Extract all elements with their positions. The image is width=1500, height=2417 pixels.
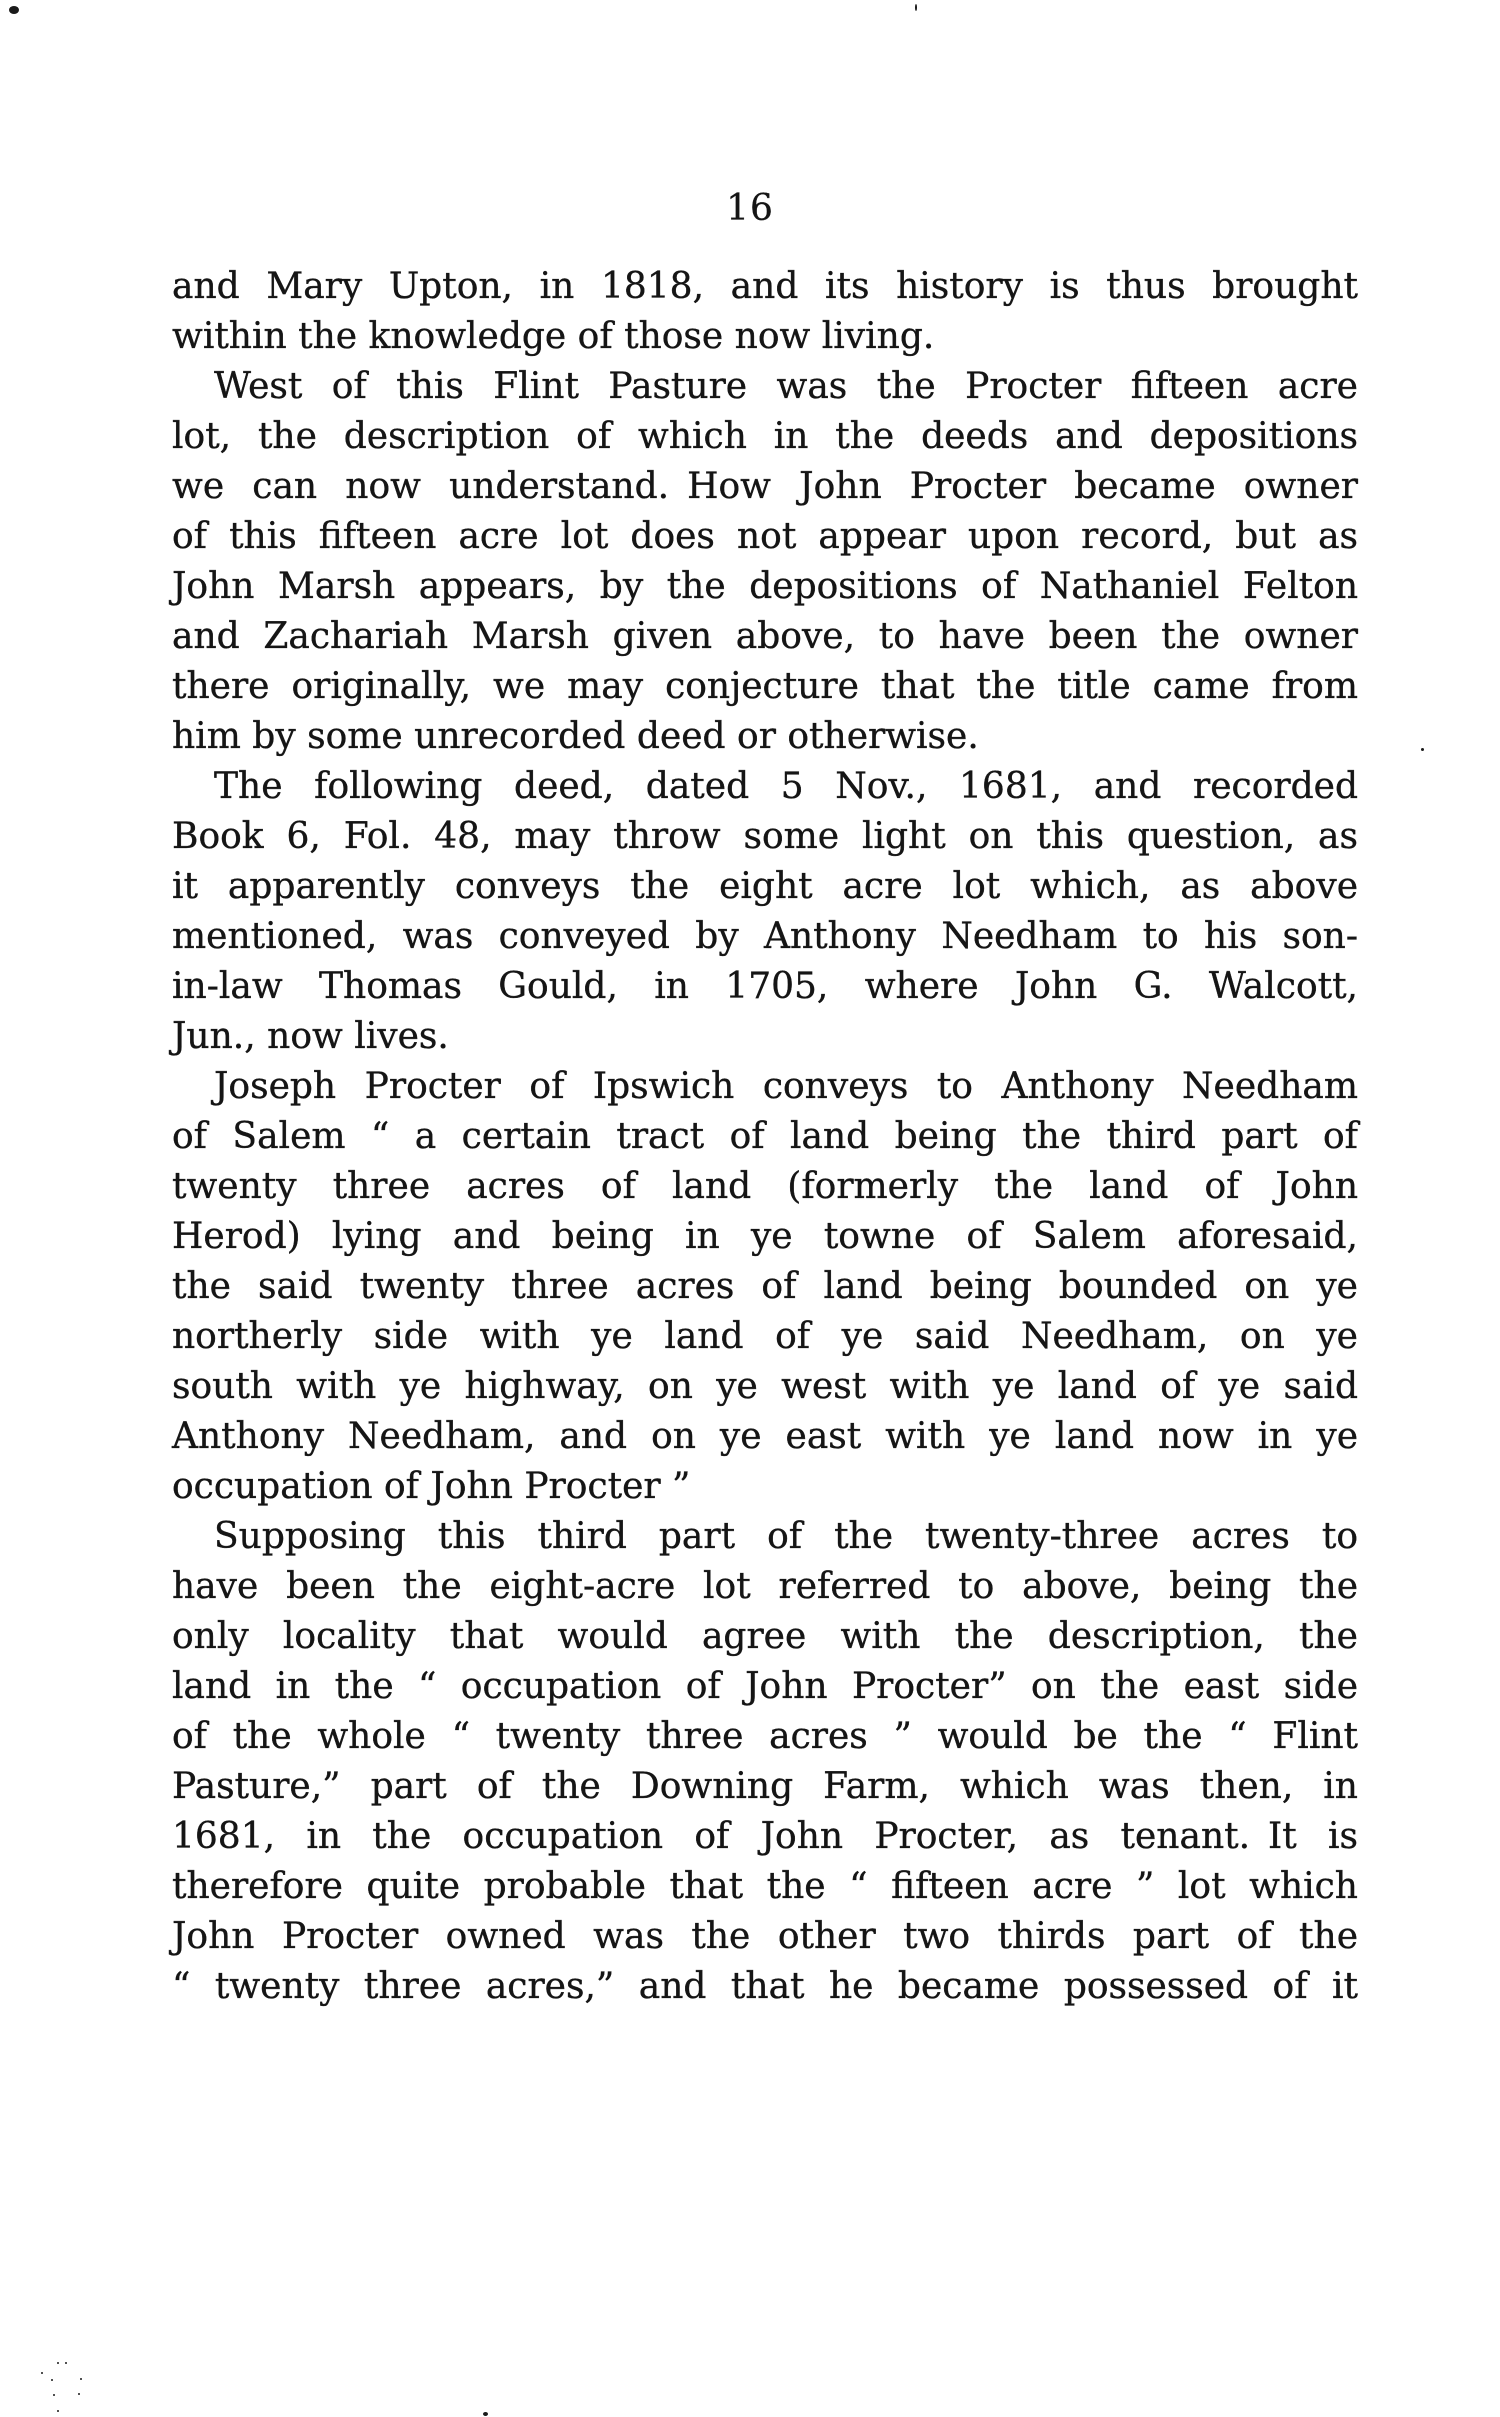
text-line: and Mary Upton, in 1818, and its history is thus brought bbox=[172, 266, 1358, 307]
text-line: in-law Thomas Gould, in 1705, where John G. Walcott, bbox=[172, 966, 1358, 1007]
text-block bbox=[172, 262, 1358, 2012]
page-number: 16 bbox=[726, 188, 774, 229]
text-line: West of this Flint Pasture was the Procter fifteen acre bbox=[214, 366, 1358, 407]
text-line: 1681, in the occupation of John Procter, as tenant. It is bbox=[172, 1816, 1358, 1857]
text-line: Jun., now lives. bbox=[172, 1016, 449, 1057]
text-line: south with ye highway, on ye west with ye land of ye said bbox=[172, 1366, 1358, 1407]
scan-speck bbox=[9, 6, 19, 14]
text-line: of the whole “ twenty three acres ” would be the “ Flint bbox=[172, 1716, 1358, 1757]
text-line: “ twenty three acres,” and that he became possessed of it bbox=[172, 1966, 1358, 2007]
text-line: of this fifteen acre lot does not appear upon record, but as bbox=[172, 516, 1358, 557]
text-line: John Marsh appears, by the depositions of Nathaniel Felton bbox=[172, 566, 1358, 607]
scan-speck bbox=[53, 2394, 55, 2396]
text-line: Book 6, Fol. 48, may throw some light on this question, as bbox=[172, 816, 1358, 857]
text-line: Pasture,” part of the Downing Farm, which was then, in bbox=[172, 1766, 1358, 1807]
paragraph bbox=[172, 362, 1358, 762]
text-line: northerly side with ye land of ye said Needham, on ye bbox=[172, 1316, 1358, 1357]
scan-speck bbox=[41, 2372, 43, 2374]
paragraph bbox=[172, 762, 1358, 1062]
scan-speck bbox=[57, 2410, 59, 2412]
text-line: lot, the description of which in the deeds and depositions bbox=[172, 416, 1358, 457]
scan-speck bbox=[51, 2379, 53, 2381]
text-line: only locality that would agree with the description, the bbox=[172, 1616, 1358, 1657]
text-line: therefore quite probable that the “ fifteen acre ” lot which bbox=[172, 1866, 1358, 1907]
text-line: it apparently conveys the eight acre lot which, as above bbox=[172, 866, 1358, 907]
text-line: Joseph Procter of Ipswich conveys to Anthony Needham bbox=[214, 1066, 1358, 1107]
text-line: The following deed, dated 5 Nov., 1681, and recorded bbox=[214, 766, 1358, 807]
text-line: Herod) lying and being in ye towne of Salem aforesaid, bbox=[172, 1216, 1358, 1257]
text-line: John Procter owned was the other two thirds part of the bbox=[172, 1916, 1358, 1957]
text-line: within the knowledge of those now living. bbox=[172, 316, 935, 357]
text-line: twenty three acres of land (formerly the land of John bbox=[172, 1166, 1358, 1207]
paragraph bbox=[172, 262, 1358, 362]
text-line: there originally, we may conjecture that the title came from bbox=[172, 666, 1358, 707]
scan-speck bbox=[57, 2362, 59, 2364]
text-line: mentioned, was conveyed by Anthony Needham to his son- bbox=[172, 916, 1358, 957]
text-line: and Zachariah Marsh given above, to have been the owner bbox=[172, 616, 1358, 657]
paragraph bbox=[172, 1512, 1358, 2012]
text-line: occupation of John Procter ” bbox=[172, 1466, 691, 1507]
text-line: Anthony Needham, and on ye east with ye land now in ye bbox=[172, 1416, 1358, 1457]
scan-speck bbox=[80, 2378, 82, 2380]
scan-speck bbox=[78, 2393, 80, 2395]
scan-speck bbox=[483, 2412, 488, 2416]
scan-speck bbox=[65, 2362, 67, 2364]
text-line: the said twenty three acres of land being bounded on ye bbox=[172, 1266, 1358, 1307]
scan-speck bbox=[1421, 748, 1424, 751]
scan-speck bbox=[915, 4, 917, 11]
text-line: have been the eight-acre lot referred to above, being the bbox=[172, 1566, 1358, 1607]
text-line: we can now understand. How John Procter became owner bbox=[172, 466, 1358, 507]
text-line: Supposing this third part of the twenty-three acres to bbox=[214, 1516, 1358, 1557]
paragraph bbox=[172, 1062, 1358, 1512]
text-line: him by some unrecorded deed or otherwise. bbox=[172, 716, 979, 757]
text-line: of Salem “ a certain tract of land being the third part of bbox=[172, 1116, 1358, 1157]
text-line: land in the “ occupation of John Procter” on the east side bbox=[172, 1666, 1358, 1707]
